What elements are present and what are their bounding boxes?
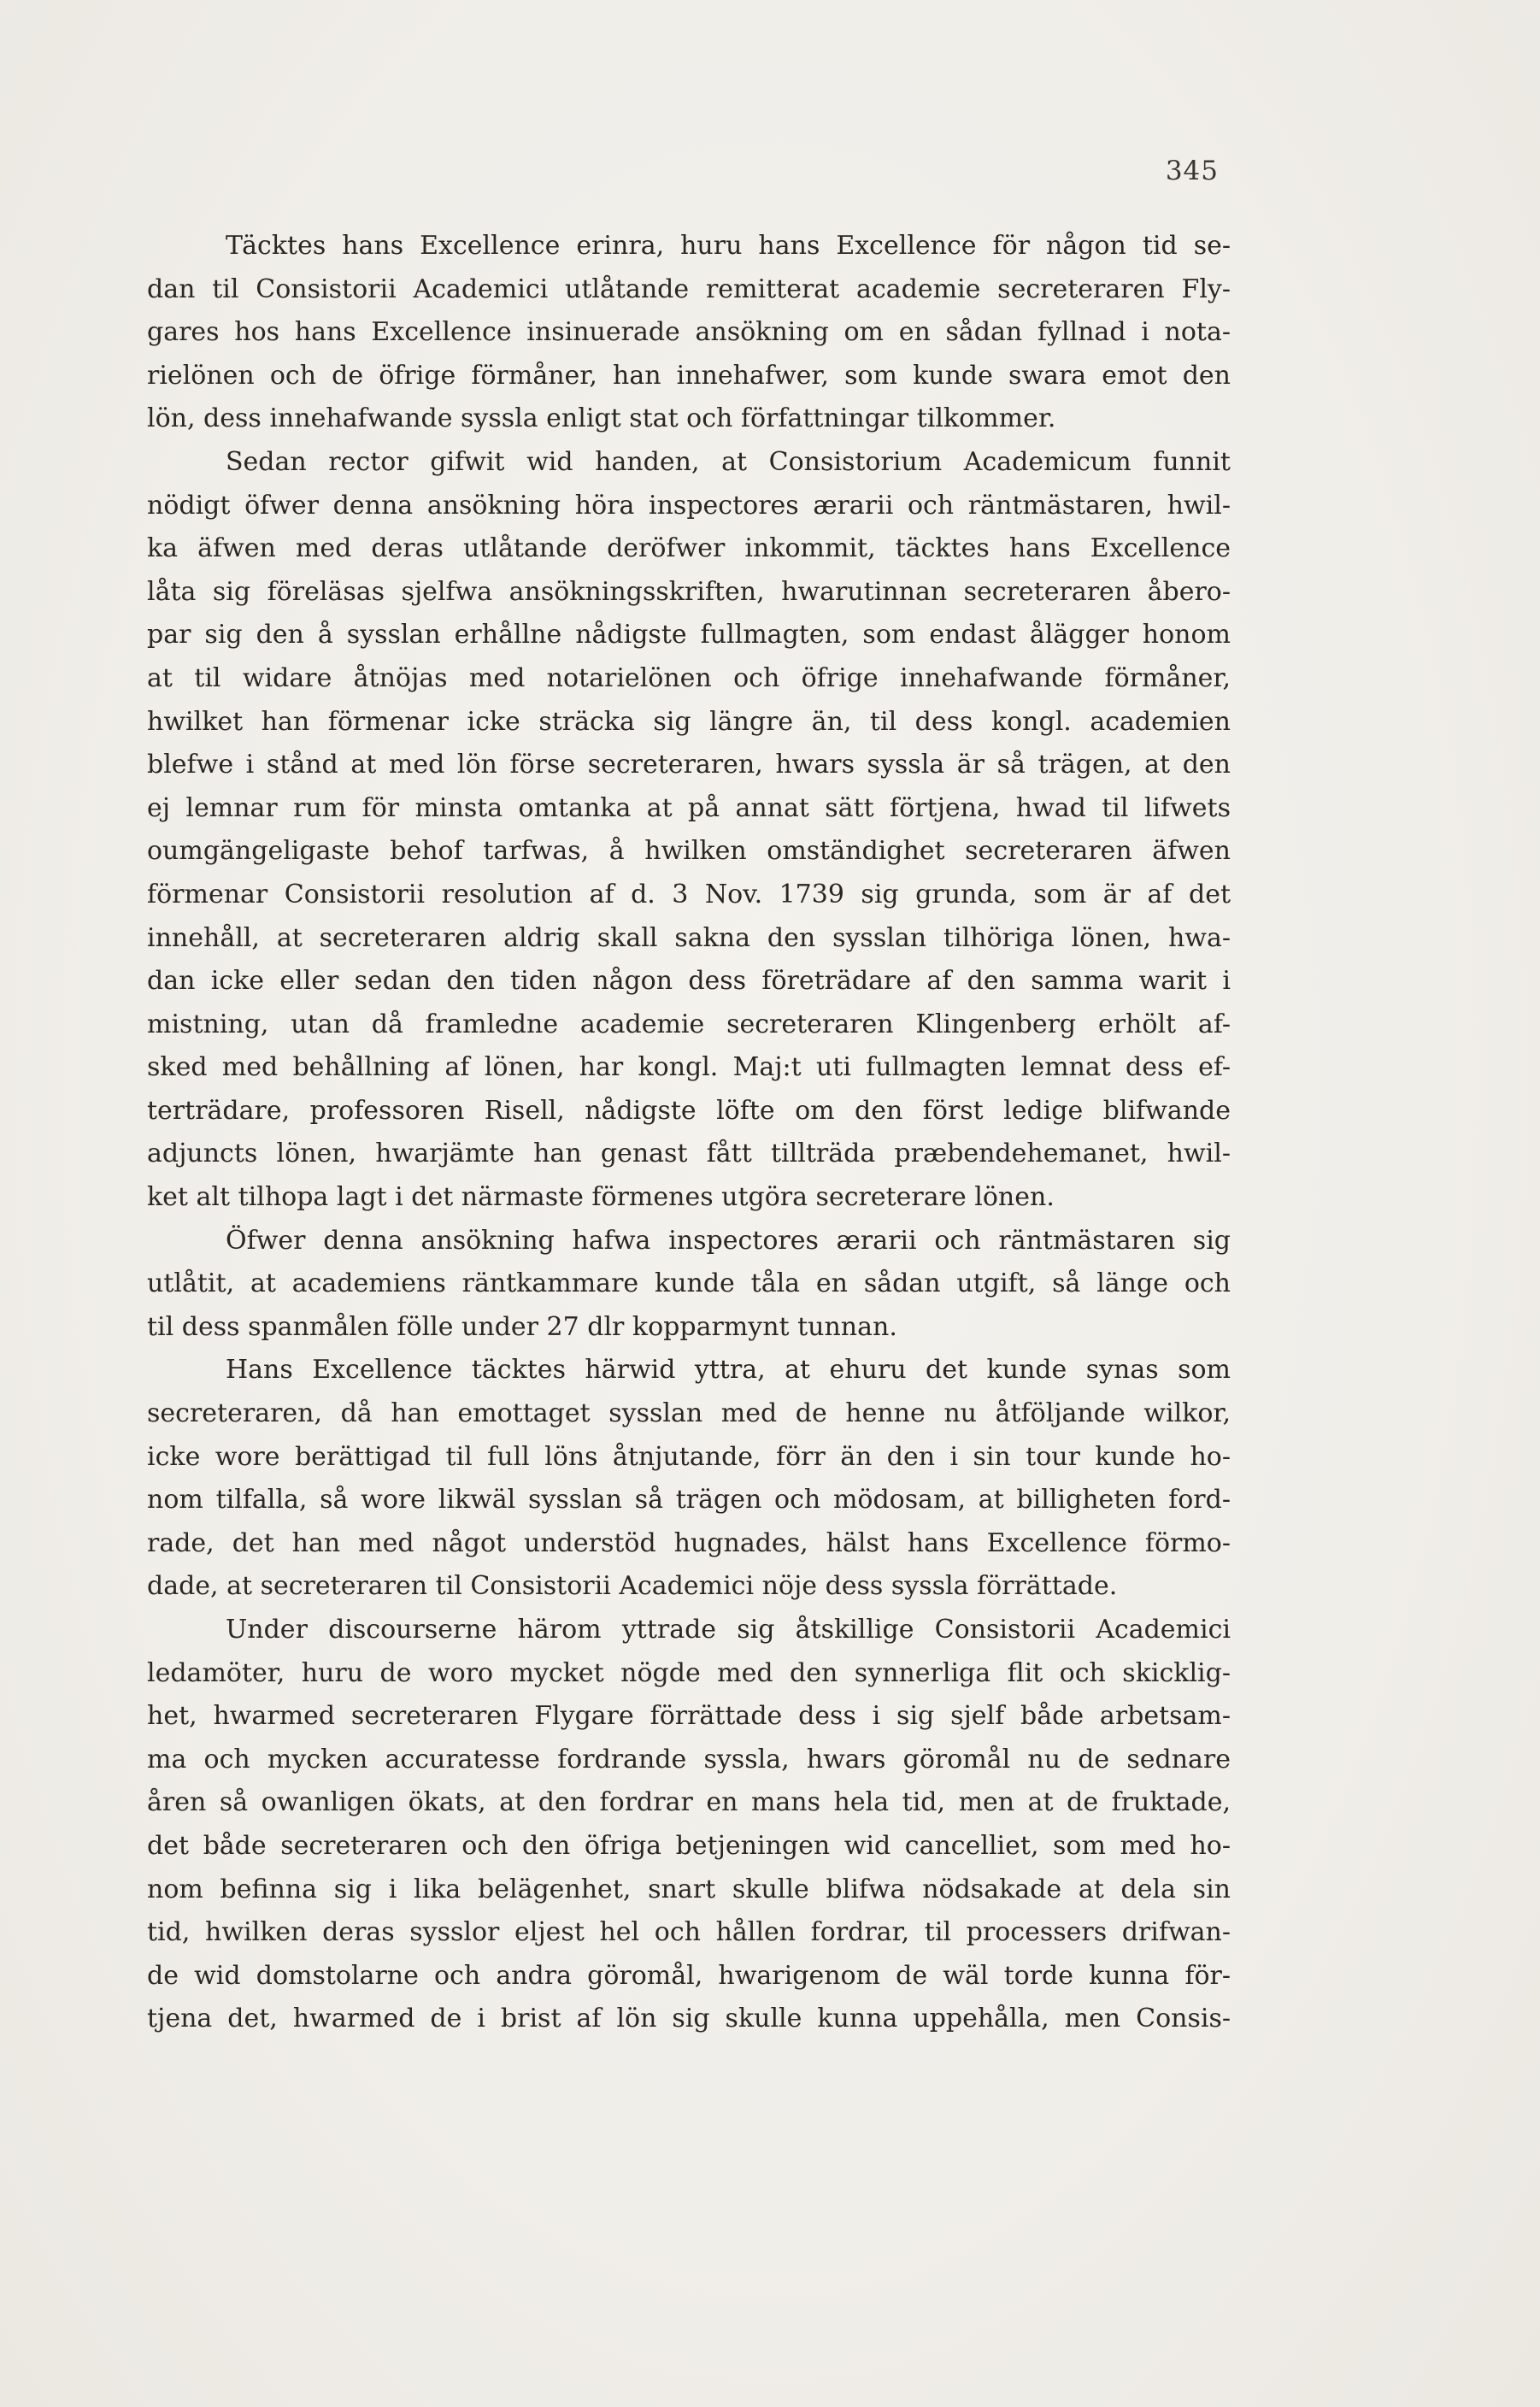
text-line: åren så owanligen ökats, at den fordrar en mans hela tid, men at de fruktade, <box>147 1787 1231 1818</box>
text-line: nom tilfalla, så wore likwäl sysslan så trägen och mödosam, at billigheten ford- <box>147 1485 1231 1515</box>
text-line: gares hos hans Excellence insinuerade ansökning om en sådan fyllnad i nota- <box>147 317 1231 348</box>
text-line: dade, at secreteraren til Consistorii Academici nöje dess syssla förrättade. <box>147 1571 1118 1602</box>
text-line: mistning, utan då framledne academie secreteraren Klingenberg erhölt af- <box>147 1009 1231 1039</box>
text-line: blefwe i stånd at med lön förse secreteraren, hwars syssla är så trägen, at den <box>147 750 1231 780</box>
text-line: innehåll, at secreteraren aldrig skall sakna den sysslan tilhöriga lönen, hwa- <box>147 922 1231 953</box>
text-line: det både secreteraren och den öfriga betjeningen wid cancelliet, som med ho- <box>147 1830 1231 1861</box>
text-line: par sig den å sysslan erhållne nådigste fullmagten, som endast ålägger honom <box>147 620 1231 650</box>
text-line: Täcktes hans Excellence erinra, huru hans Excellence för någon tid se- <box>226 231 1231 261</box>
text-line: rade, det han med något understöd hugnades, hälst hans Excellence förmo- <box>147 1527 1231 1558</box>
text-line: oumgängeligaste behof tarfwas, å hwilken omständighet secreteraren äfwen <box>147 836 1231 867</box>
text-line: terträdare, professoren Risell, nådigste löfte om den först ledige blifwande <box>147 1095 1231 1126</box>
text-line: Hans Excellence täcktes härwid yttra, at ehuru det kunde synas som <box>226 1355 1231 1386</box>
text-line: at til widare åtnöjas med notarielönen och öfrige innehafwande förmåner, <box>147 662 1231 693</box>
text-line: dan icke eller sedan den tiden någon dess företrädare af den samma warit i <box>147 966 1231 997</box>
page-number: 345 <box>1165 156 1219 186</box>
text-line: Under discourserne härom yttrade sig åtskillige Consistorii Academici <box>226 1615 1231 1645</box>
text-line: utlåtit, at academiens räntkammare kunde tåla en sådan utgift, så länge och <box>147 1268 1231 1299</box>
text-line: förmenar Consistorii resolution af d. 3 Nov. 1739 sig grunda, som är af det <box>147 879 1231 909</box>
text-line: sked med behållning af lönen, har kongl. Maj:t uti fullmagten lemnat dess ef- <box>147 1052 1231 1083</box>
text-line: lön, dess innehafwande syssla enligt stat och författningar tilkommer. <box>147 403 1056 434</box>
text-line: dan til Consistorii Academici utlåtande remitterat academie secreteraren Fly- <box>147 274 1231 304</box>
text-line: nom befinna sig i lika belägenhet, snart skulle blifwa nödsakade at dela sin <box>147 1874 1231 1904</box>
text-line: ka äfwen med deras utlåtande deröfwer inkommit, täcktes hans Excellence <box>147 533 1231 564</box>
text-line: adjuncts lönen, hwarjämte han genast fått tillträda præbendehemanet, hwil- <box>147 1139 1231 1169</box>
text-line: ej lemnar rum för minsta omtanka at på annat sätt förtjena, hwad til lifwets <box>147 792 1231 823</box>
text-line: tid, hwilken deras sysslor eljest hel och hållen fordrar, til processers drifwan- <box>147 1917 1231 1948</box>
text-line: ledamöter, huru de woro mycket nögde med den synnerliga flit och skicklig- <box>147 1657 1231 1688</box>
text-line: secreteraren, då han emottaget sysslan med de henne nu åtföljande wilkor, <box>147 1398 1231 1429</box>
text-line: tjena det, hwarmed de i brist af lön sig skulle kunna uppehålla, men Consis- <box>147 2004 1231 2034</box>
text-line: icke wore berättigad til full löns åtnjutande, förr än den i sin tour kunde ho- <box>147 1441 1231 1472</box>
text-line: Öfwer denna ansökning hafwa inspectores ærarii och räntmästaren sig <box>226 1225 1231 1256</box>
text-line: ma och mycken accuratesse fordrande syssla, hwars göromål nu de sednare <box>147 1744 1231 1774</box>
text-line: låta sig föreläsas sjelfwa ansökningsskriften, hwarutinnan secreteraren åbero- <box>147 576 1231 607</box>
text-line: het, hwarmed secreteraren Flygare förrättade dess i sig sjelf både arbetsam- <box>147 1701 1231 1732</box>
text-line: til dess spanmålen fölle under 27 dlr kopparmynt tunnan. <box>147 1311 897 1342</box>
text-line: nödigt öfwer denna ansökning höra inspectores ærarii och räntmästaren, hwil- <box>147 490 1231 521</box>
body-text <box>147 225 1231 2041</box>
text-line: de wid domstolarne och andra göromål, hwarigenom de wäl torde kunna för- <box>147 1960 1231 1991</box>
text-line: hwilket han förmenar icke sträcka sig längre än, til dess kongl. academien <box>147 706 1231 737</box>
text-line: Sedan rector gifwit wid handen, at Consistorium Academicum funnit <box>226 446 1231 477</box>
text-line: rielönen och de öfrige förmåner, han innehafwer, som kunde swara emot den <box>147 360 1231 391</box>
text-line: ket alt tilhopa lagt i det närmaste förmenes utgöra secreterare lönen. <box>147 1182 1055 1213</box>
